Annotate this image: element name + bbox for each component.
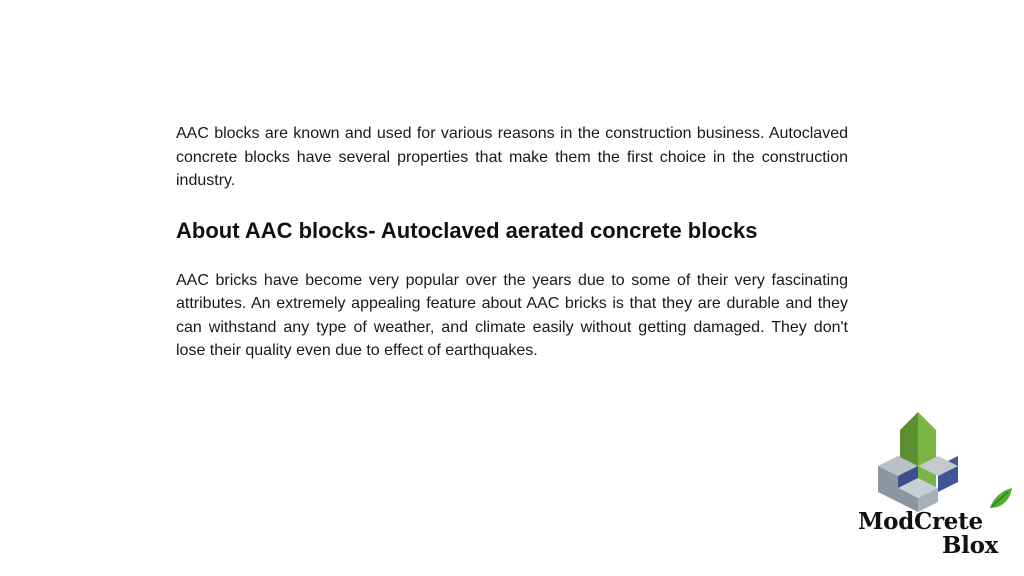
section-heading: About AAC blocks- Autoclaved aerated concrete blocks bbox=[176, 217, 758, 243]
modcrete-blox-logo bbox=[854, 408, 1014, 568]
slide-content bbox=[176, 122, 848, 363]
intro-paragraph: AAC blocks are known and used for various reasons in the construction business. Autoclaved concrete blocks have several properties that make them the first choice in the construction industry. bbox=[176, 125, 848, 189]
section-paragraph: AAC bricks have become very popular over the years due to some of their very fascinating attributes. An extremely appealing feature about AAC bricks is that they are durable and they can withstand any type of weather, and climate easily without getting damaged. They don't lose their quality even due to effect of earthquakes. bbox=[176, 271, 848, 359]
logo-wordmark-line2: Blox bbox=[942, 532, 999, 559]
logo-wordmark-line1: ModCrete bbox=[858, 508, 983, 535]
logo-blocks-icon bbox=[854, 408, 1014, 518]
